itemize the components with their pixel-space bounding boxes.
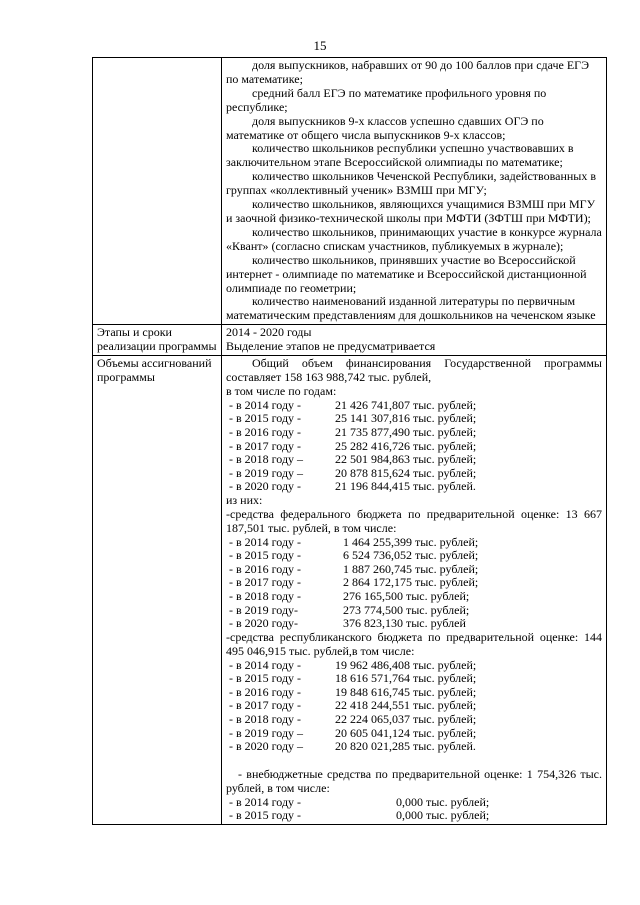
amount-value: 20 820 021,285 тыс. рублей. [335, 739, 476, 754]
extra-years-list [226, 796, 602, 823]
amount-value: 21 735 877,490 тыс. рублей; [335, 424, 477, 439]
amount-value: 6 524 736,052 тыс. рублей; [343, 548, 479, 563]
stages-row [93, 325, 607, 356]
page-number: 15 [313, 38, 327, 53]
amount-value: 18 616 571,764 тыс. рублей; [335, 671, 477, 686]
year-label: - в 2014 году - [229, 794, 302, 809]
year-label: - в 2014 году - [229, 534, 302, 549]
year-amount-row [226, 699, 602, 713]
indicator-item: количество школьников, являющихся учащимися ВЗМШ при МГУ и заочной физико-технической школы при МФТИ (ЗФТШ при МФТИ); [226, 197, 596, 225]
year-amount-row [226, 809, 602, 823]
amount-value: 21 196 844,415 тыс. рублей. [335, 479, 476, 494]
year-label: - в 2015 году - [229, 671, 302, 686]
year-amount-row [226, 412, 602, 426]
amount-value: 21 426 741,807 тыс. рублей; [335, 397, 477, 412]
year-label: - в 2019 году – [229, 725, 304, 740]
year-label: - в 2018 году - [229, 711, 302, 726]
year-label: - в 2020 году- [229, 616, 299, 631]
year-amount-row [226, 536, 602, 550]
amount-value: 2 864 172,175 тыс. рублей; [343, 575, 479, 590]
indicator-item: средний балл ЕГЭ по математике профильного уровня по республике; [226, 85, 547, 114]
funding-label: Объемы ассигнований программы [93, 356, 222, 825]
amount-value: 25 282 416,726 тыс. рублей; [335, 438, 477, 453]
total-years-list [226, 399, 602, 494]
amount-value: 0,000 тыс. рублей; [396, 794, 490, 809]
year-amount-row [226, 453, 602, 467]
stages-note: Выделение этапов не предусматривается [226, 339, 436, 354]
indicator-item: количество наименований изданной литературы по первичным математическим представлениям для дошкольников на чеченском языке [226, 294, 596, 323]
year-amount-row [226, 590, 602, 604]
funding-intro: Общий объем финансирования Государственной программы составляет 158 163 988,742 тыс. рублей, [226, 356, 602, 384]
amount-value: 1 887 260,745 тыс. рублей; [343, 561, 479, 576]
year-label: - в 2017 году - [229, 575, 302, 590]
year-label: - в 2017 году - [229, 438, 302, 453]
indicators-cell [222, 58, 607, 325]
year-label: - в 2019 году – [229, 465, 304, 480]
funding-of-them: из них: [226, 492, 263, 507]
year-label: - в 2015 году - [229, 548, 302, 563]
year-label: - в 2018 году – [229, 452, 304, 467]
amount-value: 276 165,500 тыс. рублей; [343, 589, 470, 603]
stages-cell [222, 325, 607, 356]
year-amount-row [226, 686, 602, 700]
indicator-item: доля выпускников 9-х классов успешно сдавших ОГЭ по математике от общего числа выпускников 9-х классов; [226, 113, 544, 142]
amount-value: 25 141 307,816 тыс. рублей; [335, 411, 477, 426]
amount-value: 22 501 984,863 тыс. рублей; [335, 452, 477, 467]
year-amount-row [226, 549, 602, 563]
amount-value: 1 464 255,399 тыс. рублей; [343, 534, 479, 549]
republic-intro: -средства республиканского бюджета по предварительной оценке: 144 495 046,915 тыс. рублей,в том числе: [226, 629, 602, 658]
spacer [226, 754, 602, 768]
year-amount-row [226, 672, 602, 686]
year-label: - в 2020 году - [229, 479, 302, 494]
extra-intro: - внебюджетные средства по предварительной оценке: 1 754,326 тыс. рублей, в том числе: [226, 766, 602, 795]
amount-value: 376 823,130 тыс. рублей [343, 616, 466, 631]
amount-value: 20 605 041,124 тыс. рублей; [335, 725, 477, 740]
year-amount-row [226, 740, 602, 754]
year-amount-row [226, 659, 602, 673]
stages-label: Этапы и сроки реализации программы [93, 325, 222, 356]
indicator-item: количество школьников Чеченской Республики, задействованных в группах «коллективный ученик» ВЗМШ при МГУ; [226, 169, 597, 198]
republic-years-list [226, 659, 602, 754]
year-amount-row [226, 727, 602, 741]
stages-period: 2014 - 2020 годы [226, 325, 312, 340]
year-label: - в 2014 году - [229, 657, 302, 672]
indicators-label-cell [93, 58, 222, 325]
year-amount-row [226, 563, 602, 577]
year-amount-row [226, 426, 602, 440]
year-label: - в 2015 году - [229, 808, 302, 823]
amount-value: 22 224 065,037 тыс. рублей; [335, 711, 477, 726]
indicator-item: количество школьников республики успешно участвовавших в заключительном этапе Всероссийской олимпиады по математике; [226, 141, 574, 170]
amount-value: 273 774,500 тыс. рублей; [343, 602, 470, 617]
year-label: - в 2014 году - [229, 397, 302, 412]
amount-value: 0,000 тыс. рублей; [396, 808, 490, 823]
year-amount-row [226, 576, 602, 590]
year-amount-row [226, 617, 602, 631]
indicators-row [93, 58, 607, 325]
indicator-item: количество школьников, принявших участие во Всероссийской интернет - олимпиаде по математике и Всероссийской дистанционной олимпиаде по геометрии; [226, 252, 587, 295]
year-label: - в 2016 году - [229, 561, 302, 576]
year-label: - в 2017 году - [229, 698, 302, 713]
year-amount-row [226, 440, 602, 454]
amount-value: 20 878 815,624 тыс. рублей; [335, 465, 477, 480]
indicator-item: количество школьников, принимающих участие в конкурсе журнала «Квант» (согласно спискам участников, публикуемых в журнале); [226, 224, 602, 253]
year-label: - в 2020 году – [229, 739, 304, 754]
year-label: - в 2016 году - [229, 684, 302, 699]
federal-intro: -средства федерального бюджета по предварительной оценке: 13 667 187,501 тыс. рублей, в том числе: [226, 506, 602, 535]
federal-years-list [226, 536, 602, 631]
year-label: - в 2018 году - [229, 589, 302, 603]
indicator-item: доля выпускников, набравших от 90 до 100 баллов при сдаче ЕГЭ по математике; [226, 58, 590, 86]
year-amount-row [226, 467, 602, 481]
year-amount-row [226, 713, 602, 727]
funding-by-years: в том числе по годам: [226, 383, 337, 398]
year-amount-row [226, 604, 602, 618]
amount-value: 22 418 244,551 тыс. рублей; [335, 698, 477, 713]
year-amount-row [226, 796, 602, 810]
funding-row [93, 356, 607, 825]
year-label: - в 2016 году - [229, 424, 302, 439]
year-amount-row [226, 399, 602, 413]
amount-value: 19 848 616,745 тыс. рублей; [335, 684, 477, 699]
program-passport-table [92, 57, 607, 825]
year-label: - в 2019 году- [229, 602, 299, 617]
year-label: - в 2015 году - [229, 411, 302, 426]
amount-value: 19 962 486,408 тыс. рублей; [335, 657, 477, 672]
year-amount-row [226, 480, 602, 494]
funding-cell [222, 356, 607, 825]
